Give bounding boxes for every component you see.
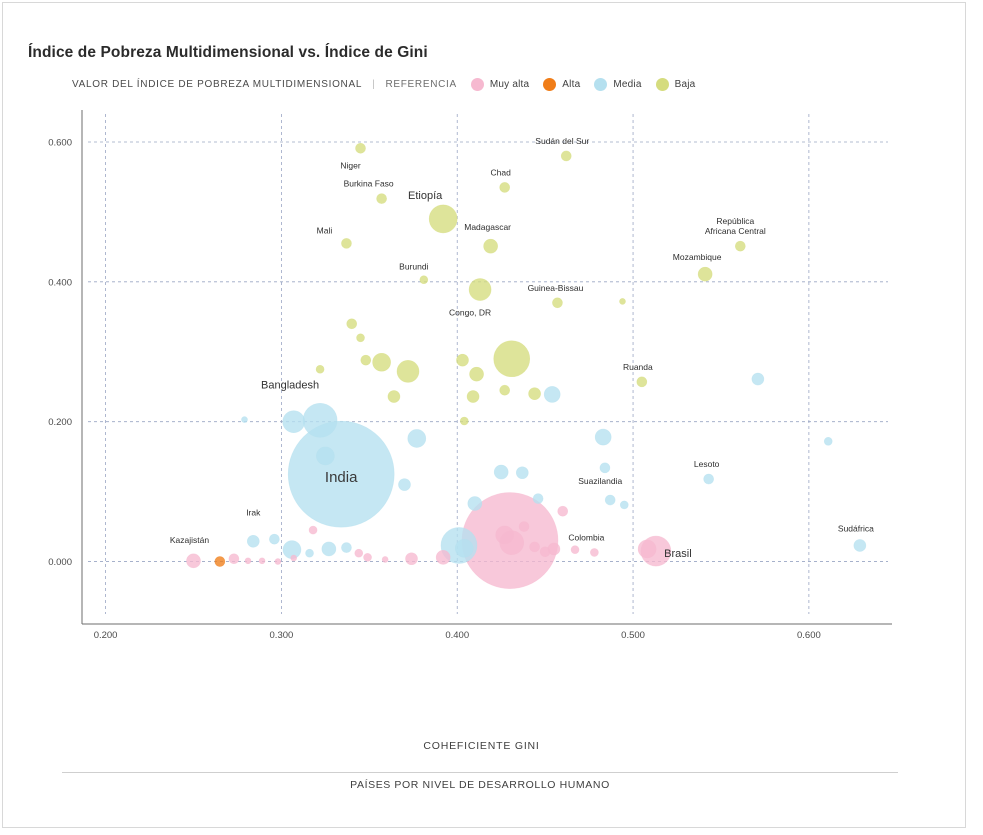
bubble-point[interactable]	[533, 494, 543, 504]
point-label: Lesoto	[693, 459, 720, 470]
footer-caption: PAÍSES POR NIVEL DE DESARROLLO HUMANO	[350, 779, 610, 791]
legend-swatch-baja	[656, 78, 669, 91]
bubble-point[interactable]	[561, 151, 571, 161]
legend-item-alta[interactable]	[543, 78, 580, 91]
legend-label-muy-alta: Muy alta	[489, 78, 530, 90]
footer-divider	[62, 772, 898, 773]
bubble-point[interactable]	[241, 417, 247, 423]
legend-label-baja: Baja	[674, 78, 696, 90]
bubble-point[interactable]	[469, 279, 491, 301]
bubble-point[interactable]	[854, 539, 866, 551]
x-tick-label: 0.400	[445, 630, 470, 641]
bubble-point[interactable]	[316, 447, 334, 465]
bubble-point[interactable]	[398, 479, 410, 491]
bubble-point[interactable]	[245, 558, 251, 564]
bubble-point[interactable]	[460, 417, 468, 425]
bubble-point[interactable]	[306, 549, 314, 557]
bubble-point[interactable]	[457, 354, 469, 366]
point-label: India	[324, 469, 358, 487]
point-label: Bangladesh	[261, 379, 320, 392]
bubble-point[interactable]	[494, 465, 508, 479]
x-axis-title: COHEFICIENTE GINI	[423, 740, 540, 752]
bubble-point[interactable]	[494, 341, 530, 377]
bubble-point[interactable]	[420, 276, 428, 284]
bubble-point[interactable]	[316, 365, 324, 373]
bubble-point[interactable]	[373, 353, 391, 371]
legend	[72, 76, 695, 92]
y-tick-label: 0.200	[48, 417, 72, 429]
bubble-point[interactable]	[544, 386, 560, 402]
bubble-point[interactable]	[558, 506, 568, 516]
legend-item-baja[interactable]	[656, 78, 696, 91]
x-tick-label: 0.200	[93, 630, 118, 641]
bubble-point[interactable]	[215, 557, 225, 567]
bubble-point[interactable]	[291, 555, 297, 561]
bubble-point[interactable]	[406, 553, 418, 565]
y-tick-label: 0.000	[48, 557, 72, 569]
point-label: Burkina Faso	[343, 178, 394, 189]
legend-swatch-alta	[543, 78, 556, 91]
bubble-point[interactable]	[637, 377, 647, 387]
bubble-point[interactable]	[341, 238, 351, 248]
bubble-point[interactable]	[496, 526, 514, 544]
point-label: Burundi	[399, 261, 429, 272]
legend-swatch-media	[594, 78, 607, 91]
bubble-point[interactable]	[600, 463, 610, 473]
point-label: Irak	[246, 507, 261, 518]
bubble-point[interactable]	[620, 501, 628, 509]
bubble-point[interactable]	[638, 540, 656, 558]
bubble-point[interactable]	[408, 429, 426, 447]
legend-item-muy-alta[interactable]	[471, 78, 529, 91]
point-label: Guinea-Bissau	[527, 282, 584, 293]
bubble-point[interactable]	[552, 298, 562, 308]
bubble-point[interactable]	[468, 497, 482, 511]
bubble-point[interactable]	[484, 239, 498, 253]
bubble-point[interactable]	[283, 411, 305, 433]
bubble-point[interactable]	[303, 403, 337, 437]
point-label: Ruanda	[622, 361, 653, 372]
bubble-point[interactable]	[467, 391, 479, 403]
x-tick-label: 0.500	[621, 630, 645, 641]
bubble-point[interactable]	[455, 539, 473, 557]
bubble-point[interactable]	[516, 467, 528, 479]
legend-caption: VALOR DEL ÍNDICE DE POBREZA MULTIDIMENSIONAL	[72, 78, 363, 90]
point-label: Sudáfrica	[837, 523, 874, 534]
bubble-point[interactable]	[735, 241, 745, 251]
x-tick-label: 0.600	[796, 630, 821, 641]
y-tick-label: 0.400	[48, 277, 72, 289]
bubble-point[interactable]	[377, 194, 387, 204]
bubble-point[interactable]	[361, 355, 371, 365]
bubble-series	[186, 143, 865, 588]
y-tick-label: 0.600	[48, 137, 72, 149]
bubble-point[interactable]	[429, 205, 457, 233]
bubble-point[interactable]	[698, 267, 712, 281]
bubble-point[interactable]	[322, 542, 336, 556]
bubble-point[interactable]	[186, 554, 200, 568]
bubble-point[interactable]	[595, 429, 611, 445]
bubble-point[interactable]	[269, 534, 279, 544]
bubble-point[interactable]	[388, 391, 400, 403]
bubble-point[interactable]	[229, 554, 239, 564]
x-axis-title-wrap	[0, 740, 983, 752]
point-label: Suazilandia	[578, 476, 623, 487]
scatter-plot[interactable]	[48, 104, 898, 704]
legend-item-media[interactable]	[594, 78, 641, 91]
bubble-point[interactable]	[309, 526, 317, 534]
bubble-point[interactable]	[540, 547, 550, 557]
bubble-point[interactable]	[397, 360, 419, 382]
bubble-point[interactable]	[275, 559, 281, 565]
point-label: Sudán del Sur	[535, 135, 590, 146]
legend-swatch-muy-alta	[471, 78, 484, 91]
legend-label-alta: Alta	[562, 78, 581, 90]
bubble-point[interactable]	[347, 319, 357, 329]
bubble-point[interactable]	[620, 298, 626, 304]
bubble-point[interactable]	[590, 548, 598, 556]
bubble-point[interactable]	[571, 546, 579, 554]
bubble-point[interactable]	[356, 143, 366, 153]
point-label: Chad	[490, 167, 511, 178]
point-label: Brasil	[664, 548, 692, 561]
bubble-point[interactable]	[341, 543, 351, 553]
x-tick-label: 0.300	[269, 630, 294, 641]
bubble-point[interactable]	[530, 542, 540, 552]
bubble-point[interactable]	[500, 182, 510, 192]
point-label: Etiopía	[408, 189, 443, 202]
legend-reference-label: REFERENCIA	[385, 78, 457, 90]
point-label: Madagascar	[464, 222, 512, 233]
bubble-point[interactable]	[247, 535, 259, 547]
bubble-point[interactable]	[259, 558, 265, 564]
point-label: Kazajistán	[169, 534, 210, 545]
bubble-point[interactable]	[355, 549, 363, 557]
bubble-point[interactable]	[470, 367, 484, 381]
legend-separator: |	[372, 78, 376, 90]
bubble-point[interactable]	[752, 373, 764, 385]
point-label: Mali	[316, 225, 333, 236]
bubble-point[interactable]	[529, 388, 541, 400]
point-label: República Africana Central	[704, 216, 766, 237]
point-label: Congo, DR	[449, 307, 492, 318]
legend-label-media: Media	[613, 78, 642, 90]
bubble-point[interactable]	[605, 495, 615, 505]
bubble-point[interactable]	[500, 385, 510, 395]
bubble-point[interactable]	[436, 550, 450, 564]
bubble-point[interactable]	[382, 556, 388, 562]
bubble-point[interactable]	[357, 334, 365, 342]
bubble-point[interactable]	[519, 522, 529, 532]
point-label: Niger	[340, 160, 361, 171]
bubble-point[interactable]	[824, 437, 832, 445]
bubble-point[interactable]	[704, 474, 714, 484]
point-label: Colombia	[568, 532, 605, 543]
point-label: Mozambique	[672, 252, 722, 263]
bubble-point[interactable]	[364, 553, 372, 561]
page-title: Índice de Pobreza Multidimensional vs. Índice de Gini	[28, 44, 428, 61]
